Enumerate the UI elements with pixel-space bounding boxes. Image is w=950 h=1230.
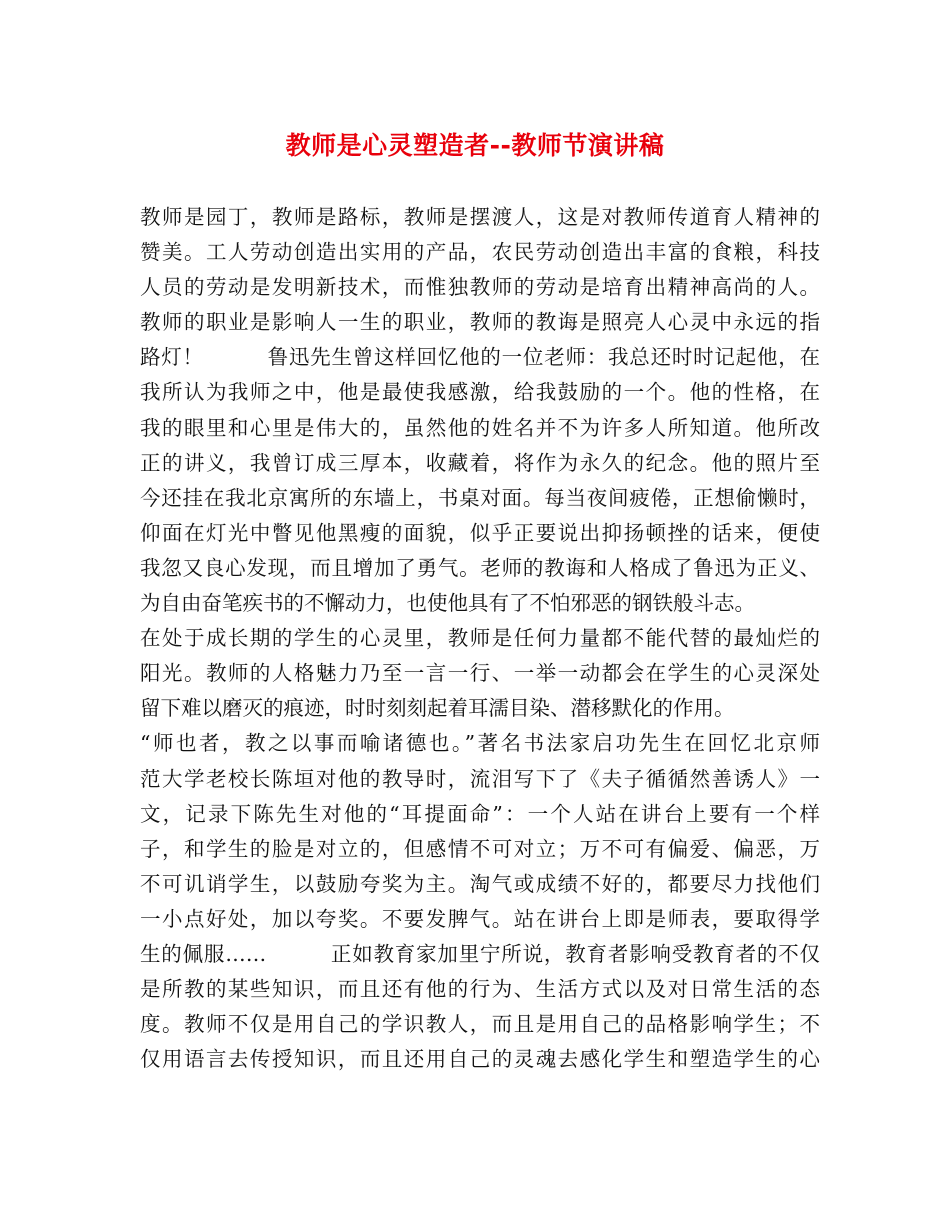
text-line: 范大学老校长陈垣对他的教导时，流泪写下了《夫子循循然善诱人》一 (140, 766, 820, 791)
text-line: 人员的劳动是发明新技术，而惟独教师的劳动是培育出精神高尚的人。 (140, 275, 820, 300)
text-line: 不可讥诮学生，以鼓励夸奖为主。淘气或成绩不好的，都要尽力找他们 (140, 871, 820, 896)
text-line: 留下难以磨灭的痕迹，时时刻刻起着耳濡目染、潜移默化的作用。 (140, 696, 735, 721)
text-line: 文，记录下陈先生对他的“耳提面命”：一个人站在讲台上要有一个样 (140, 801, 820, 826)
text-line: 仰面在灯光中瞥见他黑瘦的面貌，似乎正要说出抑扬顿挫的话来，便使 (140, 520, 820, 545)
text-line: 教师是园丁，教师是路标，教师是摆渡人，这是对教师传道育人精神的 (140, 205, 820, 229)
text-line: 我所认为我师之中，他是最使我感激，给我鼓励的一个。他的性格，在 (140, 380, 820, 405)
text-line: 今还挂在我北京寓所的东墙上，书桌对面。每当夜间疲倦，正想偷懒时， (140, 485, 820, 510)
text-line: 正的讲义，我曾订成三厚本，收藏着，将作为永久的纪念。他的照片至 (140, 450, 820, 475)
text-line: 我的眼里和心里是伟大的，虽然他的姓名并不为许多人所知道。他所改 (140, 415, 820, 440)
text-line: 我忽又良心发现，而且增加了勇气。老师的教诲和人格成了鲁迅为正义、 (140, 555, 820, 580)
text-line: 生的佩服…… 正如教育家加里宁所说，教育者影响受教育者的不仅 (140, 941, 820, 966)
text-line: 仅用语言去传授知识，而且还用自己的灵魂去感化学生和塑造学生的心 (140, 1047, 820, 1072)
text-line: 赞美。工人劳动创造出实用的产品，农民劳动创造出丰富的食粮，科技 (140, 240, 820, 265)
text-line: “师也者，教之以事而喻诸德也。”著名书法家启功先生在回忆北京师 (140, 731, 820, 756)
text-line: 路灯！ 鲁迅先生曾这样回忆他的一位老师：我总还时时记起他，在 (140, 345, 820, 370)
text-line: 子，和学生的脸是对立的，但感情不可对立；万不可有偏爱、偏恶，万 (140, 836, 820, 861)
text-line: 教师的职业是影响人一生的职业，教师的教诲是照亮人心灵中永远的指 (140, 310, 820, 335)
text-line: 度。教师不仅是用自己的学识教人，而且是用自己的品格影响学生；不 (140, 1012, 820, 1037)
text-line: 一小点好处，加以夸奖。不要发脾气。站在讲台上即是师表，要取得学 (140, 906, 820, 931)
text-line: 阳光。教师的人格魅力乃至一言一行、一举一动都会在学生的心灵深处 (140, 661, 820, 686)
page-title: 教师是心灵塑造者--教师节演讲稿 (285, 131, 665, 160)
text-line: 是所教的某些知识，而且还有他的行为、生活方式以及对日常生活的态 (140, 977, 820, 1002)
text-line: 为自由奋笔疾书的不懈动力，也使他具有了不怕邪恶的钢铁般斗志。 (140, 591, 755, 616)
text-line: 在处于成长期的学生的心灵里，教师是任何力量都不能代替的最灿烂的 (140, 626, 820, 651)
body-text (140, 200, 820, 1077)
